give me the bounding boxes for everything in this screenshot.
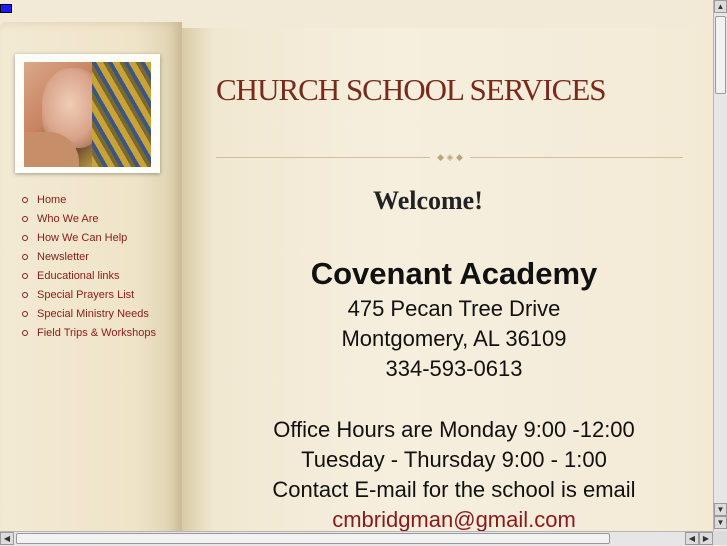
veil-shape bbox=[92, 62, 151, 167]
bullet-icon bbox=[22, 197, 28, 203]
scroll-down-icon[interactable]: ▼ bbox=[714, 503, 727, 516]
nav-item-how-we-can-help[interactable] bbox=[22, 228, 156, 247]
horizontal-scrollbar[interactable] bbox=[0, 531, 713, 546]
nav-item-label[interactable]: Special Prayers List bbox=[37, 288, 135, 301]
scroll-right-icon[interactable]: ▶ bbox=[699, 532, 713, 545]
bullet-icon bbox=[22, 235, 28, 241]
office-hours-line-1: Office Hours are Monday 9:00 -12:00 bbox=[273, 417, 635, 442]
flag-icon bbox=[0, 4, 12, 13]
bullet-icon bbox=[22, 311, 28, 317]
scroll-right-secondary-icon[interactable]: ◀ bbox=[685, 532, 699, 545]
nav-item-label[interactable]: Field Trips & Workshops bbox=[37, 326, 157, 339]
scroll-up-icon[interactable]: ▲ bbox=[714, 0, 727, 13]
phone-number: 334-593-0613 bbox=[385, 356, 523, 381]
horizontal-scroll-thumb[interactable] bbox=[16, 533, 610, 544]
vertical-scrollbar[interactable] bbox=[713, 0, 727, 531]
divider-ornament-icon: ◆ ◈ ◆ bbox=[430, 151, 470, 163]
bullet-icon bbox=[22, 273, 28, 279]
featured-image-frame bbox=[15, 54, 160, 173]
scroll-left-icon[interactable]: ◀ bbox=[0, 532, 14, 545]
nav-item-newsletter[interactable] bbox=[22, 247, 156, 266]
nav-item-field-trips-workshops[interactable] bbox=[22, 323, 156, 342]
address-line-2: Montgomery, AL 36109 bbox=[341, 326, 567, 351]
bullet-icon bbox=[22, 292, 28, 298]
scrollbar-corner bbox=[713, 531, 727, 545]
nav-item-educational-links[interactable] bbox=[22, 266, 156, 285]
scroll-down-secondary-icon[interactable]: ▼ bbox=[714, 516, 727, 529]
school-name: Covenant Academy bbox=[310, 256, 598, 291]
bullet-icon bbox=[22, 330, 28, 336]
bullet-icon bbox=[22, 216, 28, 222]
vertical-scroll-thumb[interactable] bbox=[715, 16, 726, 94]
nav-item-label[interactable]: Home bbox=[37, 193, 67, 206]
site-title: CHURCH SCHOOL SERVICES bbox=[216, 72, 606, 107]
madonna-image bbox=[24, 62, 151, 167]
welcome-heading: Welcome! bbox=[373, 186, 483, 215]
address-line-1: 475 Pecan Tree Drive bbox=[347, 296, 561, 321]
nav-item-who-we-are[interactable] bbox=[22, 209, 156, 228]
nav-item-label[interactable]: Who We Are bbox=[37, 212, 99, 225]
nav-item-label[interactable]: How We Can Help bbox=[37, 231, 128, 244]
nav-item-special-prayers-list[interactable] bbox=[22, 285, 156, 304]
nav-item-label[interactable]: Newsletter bbox=[37, 250, 89, 263]
bullet-icon bbox=[22, 254, 28, 260]
nav-item-label[interactable]: Special Ministry Needs bbox=[37, 307, 149, 320]
sidebar-nav bbox=[22, 190, 156, 342]
contact-email-text: Contact E-mail for the school is email bbox=[272, 477, 636, 502]
nav-item-home[interactable] bbox=[22, 190, 156, 209]
nav-item-label[interactable]: Educational links bbox=[37, 269, 120, 282]
email-link[interactable]: cmbridgman@gmail.com bbox=[332, 507, 576, 531]
office-hours-line-2: Tuesday - Thursday 9:00 - 1:00 bbox=[301, 447, 607, 472]
nav-item-special-ministry-needs[interactable] bbox=[22, 304, 156, 323]
